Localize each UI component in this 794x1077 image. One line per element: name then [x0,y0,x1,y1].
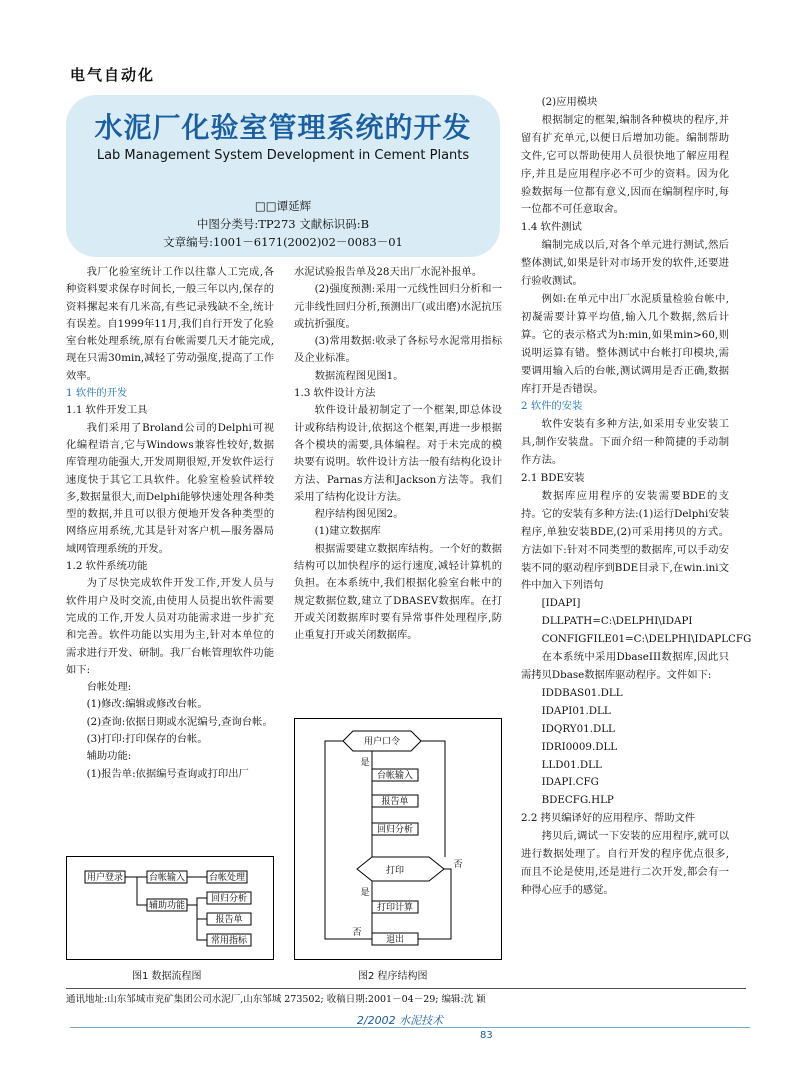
subheading: 2.2 拷贝编译好的应用程序、帮助文件 [521,812,696,825]
paragraph: 我们采用了Broland公司的Delphi可视化编程语言,它与Windows兼容性较好,数据库管理功能强大,开发周期很短,开发软件运行速度快于其它工具软件。化验室检验试样较多,数据量很大,而Delphi能够快速处理各种类型的数据,并且可以很方便地开发各种类型的网络应用系统,尤其是针对客户机—服务器局域网管理系统的开发。 [66,421,274,555]
paragraph: 根据需要建立数据库结构。一个好的数据结构可以加快程序的运行速度,减轻计算机的负担。在本系统中,我们根据化验室台帐中的规定数据位数,建立了DBASEV数据库。在打开或关闭数据库时要有异常事件处理程序,防止重复打开或关闭数据库。 [294,542,502,642]
paragraph: (1)建立数据库 [314,525,381,538]
subheading: (2)应用模块 [541,96,598,108]
paragraph: 软件设计最初制定了一个框架,即总体设计或称结构设计,依据这个框架,再进一步根据各个模块的需要,具体编程。对于未完成的模块要有说明。软件设计方法一般有结构化设计方法、Parnas方法和Jackson方法等。我们采用了结构化设计方法。 [294,404,502,503]
paragraph: (1)报告单:依据编号查询或打印出厂 [86,767,249,780]
box-label: 台帐输入 [376,771,414,781]
edge-label: 否 [453,860,463,870]
journal-divider [70,1027,750,1028]
box-label: 打印计算 [376,903,414,913]
article-number: 文章编号:1001－6171(2002)02－0083－01 [163,235,403,249]
box-label: 报告单 [215,915,243,925]
journal-name: 2/2002 水泥技术 [356,1014,444,1027]
file-name: IDAPI01.DLL [541,704,611,717]
file-name: IDAPI.CFG [541,776,599,789]
paragraph: 水泥试验报告单及28天出厂水泥补报单。 [294,266,483,278]
paragraph: 编制完成以后,对各个单元进行测试,然后整体测试,如果是针对市场开发的软件,还要进行验收测试。 [521,239,729,288]
footnote: 通讯地址:山东邹城市兖矿集团公司水泥厂,山东邹城 273502; 收稿日期:2001－04－29; 编辑:沈 颖 [66,994,486,1005]
edge-label: 是 [360,758,370,768]
code-line: [IDAPI] [541,597,581,610]
data-flow-diagram [67,857,273,959]
box-label: 台帐处理 [208,873,246,883]
section-tag: 电气自动化 [70,66,156,84]
subheading: 2.1 BDE安装 [521,472,585,485]
subheading: 1.2 软件系统功能 [66,560,148,573]
column-3 [521,94,752,900]
paragraph: 例如:在单元中出厂水泥质量检验台帐中,初凝需要计算平均值,输入几个数据,然后计算。它的表示格式为h:min,如果min>60,则说明运算有错。整体测试中台帐打印模块,需要调用输入后的台帐,测试调用是否正确,数据库打开是否错误。 [521,292,729,395]
paragraph: (1)修改:编辑或修改台帐。 [86,698,208,711]
column-1 [66,264,274,783]
paragraph: 数据流程图见图1。 [314,369,404,382]
subheading: 1.3 软件设计方法 [294,387,376,400]
paragraph: (3)打印:打印保存的台帐。 [86,733,208,746]
file-name: BDECFG.HLP [541,794,614,807]
box-label: 回归分析 [376,825,414,835]
paragraph: 软件安装有多种方法,如采用专业安装工具,制作安装盘。下面介绍一种简捷的手动制作方法。 [521,418,729,467]
file-name: IDRI0009.DLL [541,740,618,753]
box-label: 用户口令 [363,737,401,747]
box-label: 辅助功能 [148,901,186,911]
page-number: 83 [480,1030,493,1041]
subheading: 1.4 软件测试 [521,221,582,234]
paragraph: 在本系统中采用DbaseIII数据库,因此只需拷贝Dbase数据库驱动程序。文件如下: [521,651,729,681]
subheading: 1.1 软件开发工具 [66,404,148,417]
classification: 中图分类号:TP273 文献标识码:B [196,217,370,231]
paragraph: (2)强度预测:采用一元线性回归分析和一元非线性回归分析,预测出厂(或出磨)水泥抗压或抗折强度。 [294,283,502,330]
paragraph: (2)查询:依据日期或水泥编号,查询台帐。 [86,715,273,728]
paragraph: 为了尽快完成软件开发工作,开发人员与软件用户及时交流,由使用人员提出软件需要完成的工作,开发人员对功能需求进一步扩充和完善。软件功能以实用为主,针对本单位的需求进行开发、研制。我厂台帐管理软件功能如下: [66,577,274,676]
paragraph: 台帐处理: [86,681,132,694]
box-label: 打印 [385,866,405,876]
edge-label: 是 [360,888,370,898]
paragraph: 我厂化验室统计工作以往靠人工完成,各种资料要求保存时间长,一般三年以内,保存的资料摞起来有几米高,有些记录残缺不全,统计有误差。自1999年11月,我们自行开发了化验室台帐处理系统,原有台帐需要几天才能完成,现在只需30min,减轻了劳动强度,提高了工作效率。 [66,266,274,382]
file-name: IDDBAS01.DLL [541,686,623,699]
box-label: 用户登录 [86,873,124,883]
file-name: LLD01.DLL [541,758,602,771]
article-title-cn: 水泥厂化验室管理系统的开发 [94,111,472,144]
file-name: IDQRY01.DLL [541,722,615,735]
figure-1 [66,856,274,960]
program-structure-diagram [295,719,501,959]
box-label: 台帐输入 [148,873,186,883]
paragraph: 拷贝后,调试一下安装的应用程序,就可以进行数据处理了。自行开发的程序优点很多,而且不论是使用,还是进行二次开发,都会有一种得心应手的感觉。 [521,830,729,896]
box-label: 报告单 [381,797,409,807]
heading: 2 软件的安装 [521,400,583,413]
column-2 [294,264,502,645]
edge-label: 否 [352,928,362,938]
code-line: CONFIGFILE01=C:\DELPHI\IDAPLCFG [541,633,752,646]
box-label: 常用指标 [210,936,248,946]
box-label: 退出 [385,935,405,945]
figure-2-caption: 图2 程序结构图 [358,971,428,982]
footnote-divider [66,988,746,989]
paragraph: 数据库应用程序的安装需要BDE的支持。它的安装有多种方法:(1)运行Delphi安装程序,单独安装BDE,(2)可采用拷贝的方式。方法如下:针对不同类型的数据库,可以手动安装不同的驱动程序到BDE目录下,在win.ini文件中加入下列语句 [521,489,729,592]
paragraph: 辅助功能: [86,750,132,763]
article-title-en: Lab Management System Development in Cement Plants [96,148,470,163]
heading: 1 软件的开发 [66,387,128,400]
figure-1-caption: 图1 数据流程图 [132,971,202,982]
paragraph: 程序结构图见图2。 [314,508,404,521]
paragraph: 根据制定的框架,编制各种模块的程序,并留有扩充单元,以便日后增加功能。编制帮助文件,它可以帮助使用人员很快地了解应用程序,并且是应用程序必不可少的资料。因为化验数据每一位都有意义,因而在编制程序时,每一位都不可任意取舍。 [521,113,729,216]
paragraph: (3)常用数据:收录了各标号水泥常用指标及企业标准。 [294,335,502,365]
author: □□谭延辉 [254,199,312,213]
box-label: 回归分析 [210,894,248,904]
figure-2 [294,718,502,960]
code-line: DLLPATH=C:\DELPHI\IDAPI [541,615,693,628]
